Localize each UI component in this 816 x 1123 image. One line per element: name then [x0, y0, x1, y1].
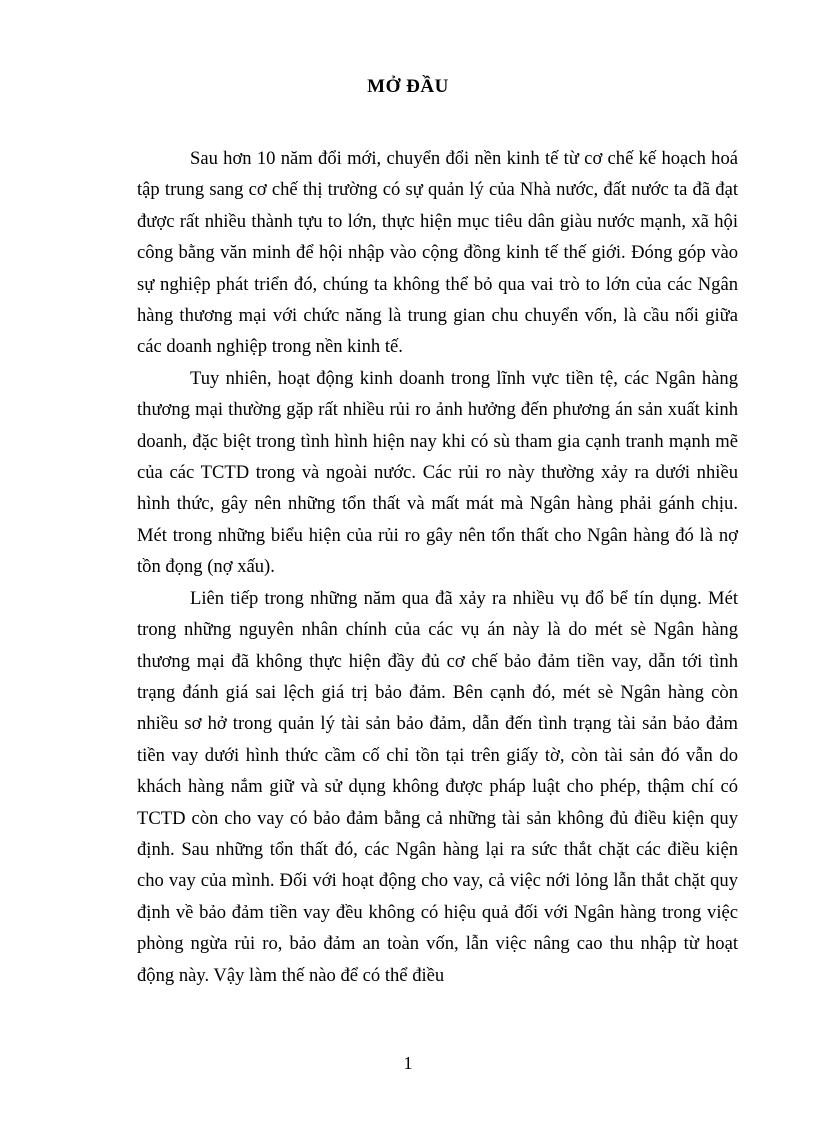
paragraph-1: Sau hơn 10 năm đổi mới, chuyển đổi nền kinh tế từ cơ chế kế hoạch hoá tập trung sang cơ chế thị trường có sự quản lý của Nhà nước, đất nước ta đã đạt được rất nhiều thành tựu to lớn, thực hiện mục tiêu dân giàu nước mạnh, xã hội công bằng văn minh để hội nhập vào cộng đồng kinh tế thế giới. Đóng góp vào sự nghiệp phát triển đó, chúng ta không thể bỏ qua vai trò to lớn của các Ngân hàng thương mại với chức năng là trung gian chu chuyển vốn, là cầu nối giữa các doanh nghiệp trong nền kinh tế.	[137, 148, 738, 358]
page-title: MỞ ĐẦU	[367, 76, 449, 97]
paragraph-3: Liên tiếp trong những năm qua đã xảy ra nhiều vụ đổ bể tín dụng. Mét trong những nguyên nhân chính của các vụ án này là do mét sè Ngân hàng thương mại đã không thực hiện đầy đủ cơ chế bảo đảm tiền vay, dẫn tới tình trạng đánh giá sai lệch giá trị bảo đảm. Bên cạnh đó, mét sè Ngân hàng còn nhiều sơ hở trong quản lý tài sản bảo đảm, dẫn đến tình trạng tài sản bảo đảm tiền vay dưới hình thức cầm cố chỉ tồn tại trên giấy tờ, còn tài sản đó vẫn do khách hàng nắm giữ và sử dụng không được pháp luật cho phép, thậm chí có TCTD còn cho vay có bảo đảm bằng cả những tài sản không đủ điều kiện quy định. Sau những tổn thất đó, các Ngân hàng lại ra sức thắt chặt các điều kiện cho vay của mình. Đối với hoạt động cho vay, cả việc nới lỏng lẫn thắt chặt quy định về bảo đảm tiền vay đều không có hiệu quả đối với Ngân hàng trong việc phòng ngừa rủi ro, bảo đảm an toàn vốn, lẫn việc nâng cao thu nhập từ hoạt động này. Vậy làm thế nào để có thể điều	[137, 587, 738, 986]
paragraph-2: Tuy nhiên, hoạt động kinh doanh trong lĩnh vực tiền tệ, các Ngân hàng thương mại thường gặp rất nhiều rủi ro ảnh hưởng đến phương án sản xuất kinh doanh, đặc biệt trong tình hình hiện nay khi có sù tham gia cạnh tranh mạnh mẽ của các TCTD trong và ngoài nước. Các rủi ro này thường xảy ra dưới nhiều hình thức, gây nên những tổn thất và mất mát mà Ngân hàng phải gánh chịu. Mét trong những biểu hiện của rủi ro gây nên tổn thất cho Ngân hàng đó là nợ tồn đọng (nợ xấu).	[137, 367, 738, 578]
page-number: 1	[403, 1053, 413, 1073]
body-text	[137, 143, 738, 991]
